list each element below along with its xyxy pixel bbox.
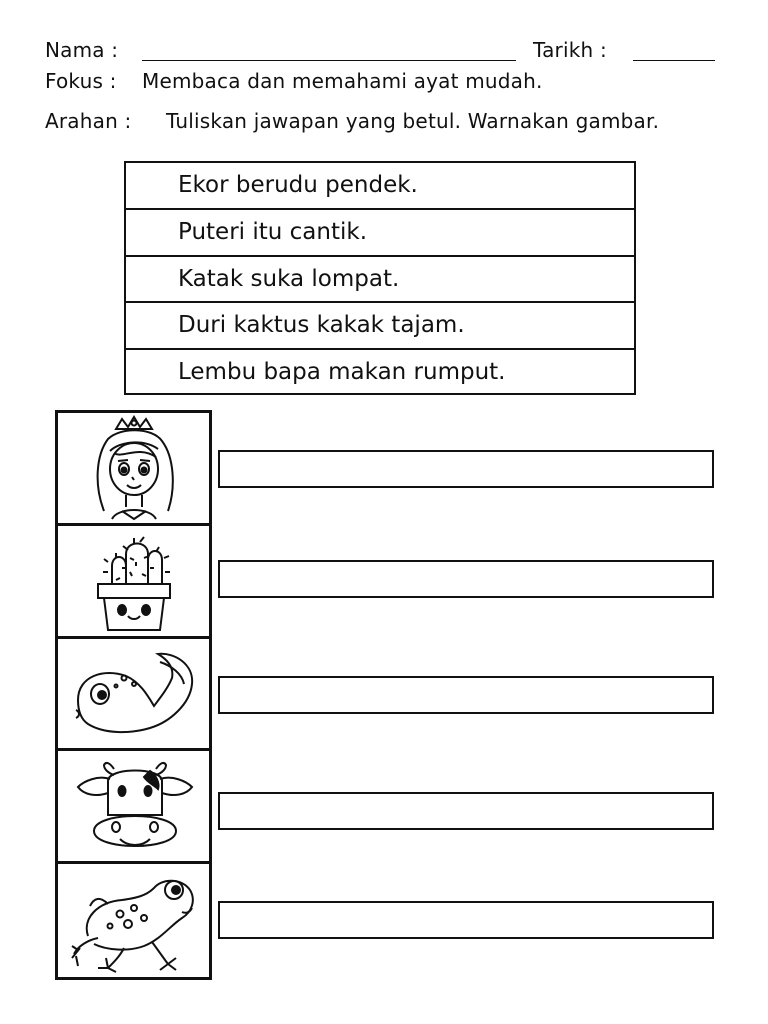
sentence-row: Ekor berudu pendek. bbox=[126, 163, 634, 210]
tarikh-label: Tarikh : bbox=[533, 38, 607, 62]
fokus-label: Fokus : bbox=[45, 69, 117, 93]
nama-label: Nama : bbox=[45, 38, 119, 62]
sentence-row: Duri kaktus kakak tajam. bbox=[126, 303, 634, 350]
picture-cell-tadpole bbox=[58, 639, 209, 752]
cow-icon bbox=[64, 753, 204, 859]
frog-icon bbox=[64, 868, 204, 974]
sentence-table bbox=[124, 161, 636, 395]
arahan-text: Tuliskan jawapan yang betul. Warnakan gambar. bbox=[166, 109, 660, 133]
tarikh-answer-line[interactable] bbox=[633, 60, 715, 61]
nama-answer-line[interactable] bbox=[142, 60, 516, 61]
sentence-row: Puteri itu cantik. bbox=[126, 210, 634, 257]
sentence-row: Katak suka lompat. bbox=[126, 257, 634, 304]
picture-cell-frog bbox=[58, 864, 209, 977]
answer-box[interactable] bbox=[218, 450, 714, 488]
fokus-text: Membaca dan memahami ayat mudah. bbox=[142, 69, 543, 93]
answer-box[interactable] bbox=[218, 676, 714, 714]
cactus-icon bbox=[64, 528, 204, 634]
picture-column bbox=[55, 410, 212, 980]
picture-cell-princess bbox=[58, 413, 209, 526]
answer-box[interactable] bbox=[218, 560, 714, 598]
answer-box[interactable] bbox=[218, 901, 714, 939]
sentence-row: Lembu bapa makan rumput. bbox=[178, 359, 506, 386]
princess-icon bbox=[64, 415, 204, 521]
arahan-label: Arahan : bbox=[45, 109, 132, 133]
picture-cell-cactus bbox=[58, 526, 209, 639]
picture-cell-cow bbox=[58, 751, 209, 864]
answer-box[interactable] bbox=[218, 792, 714, 830]
tadpole-icon bbox=[64, 640, 204, 746]
